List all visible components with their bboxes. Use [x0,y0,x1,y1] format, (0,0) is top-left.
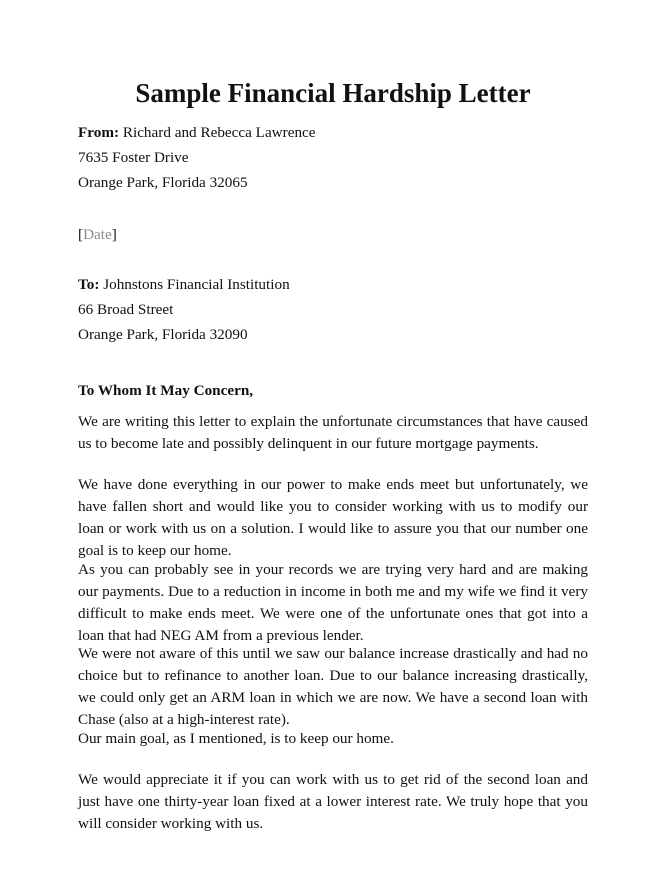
date-bracket-close: ] [111,226,117,243]
paragraph-4: We were not aware of this until we saw our balance increase drastically and had no choice but to refinance to another loan. Due to our balance increasing drastically, we could only get an ARM loan in which we are now. We have a second loan with Chase (also at a high-interest rate). [78,645,588,728]
sender-street: 7635 Foster Drive [78,149,189,166]
sender-city: Orange Park, Florida 32065 [78,174,248,191]
from-label: From: [78,124,120,141]
paragraph-1: We are writing this letter to explain the unfortunate circumstances that have caused us to become late and possibly delinquent in our future mortgage payments. [78,413,588,452]
paragraph-3: As you can probably see in your records we are trying very hard and are making our payments. Due to a reduction in income in both me and my wife we find it very difficult to make ends meet. We were one of the unfortunate ones that got into a loan that had NEG AM from a previous lender. [78,561,588,644]
date-placeholder: Date [83,226,112,243]
recipient-name-line [78,272,590,297]
sender-name: Richard and Rebecca Lawrence [122,124,316,141]
paragraph-2: We have done everything in our power to make ends meet but unfortunately, we have fallen short and would like you to consider working with us to modify our loan or work with us on a solution. I would like to assure you that our number one goal is to keep our home. [78,476,588,559]
date-bracket-open: [ [78,226,84,243]
letter-title: Sample Financial Hardship Letter [135,78,531,108]
recipient-name: Johnstons Financial Institution [103,276,290,293]
date-line [78,222,590,247]
to-label: To: [78,276,100,293]
recipient-city: Orange Park, Florida 32090 [78,326,248,343]
salutation: To Whom It May Concern, [78,382,254,399]
recipient-address [78,272,590,347]
sender-address [78,120,590,195]
recipient-street: 66 Broad Street [78,301,174,318]
paragraph-5: Our main goal, as I mentioned, is to keep our home. [78,730,394,747]
paragraph-6: We would appreciate it if you can work with us to get rid of the second loan and just have one thirty-year loan fixed at a lower interest rate. We truly hope that you will consider working with us. [78,771,588,832]
sender-name-line [78,120,590,145]
